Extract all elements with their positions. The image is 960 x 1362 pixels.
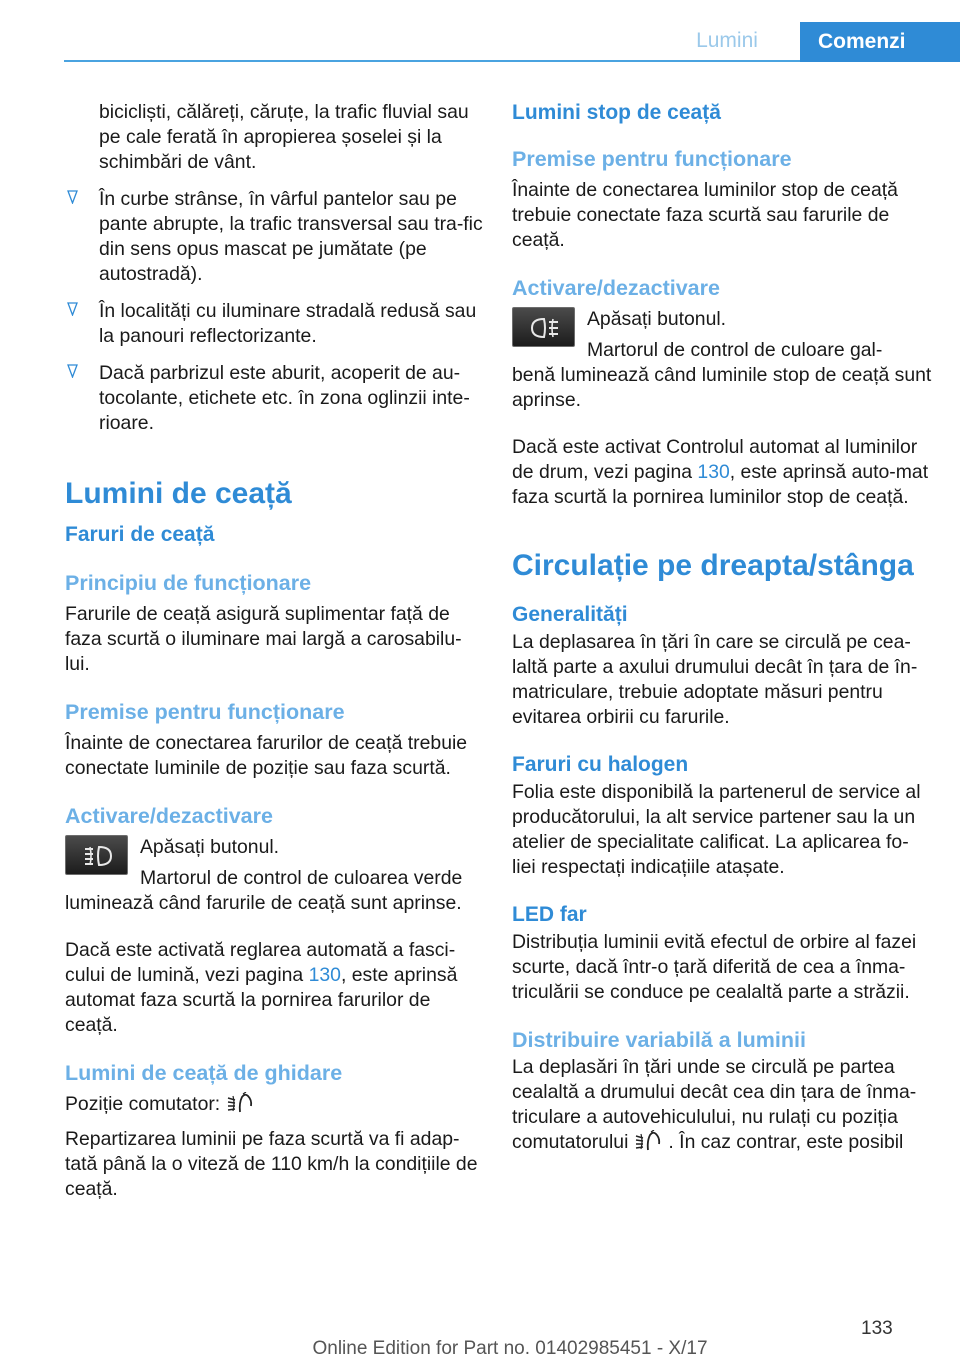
rear-fog-light-button [512,307,575,347]
auto-lights-text-part2: , este aprinsă auto‐mat faza scurtă la pornirea luminilor stop de ceață. [512,461,929,508]
auto-beam-text [65,938,483,1038]
indicator-text-line2: luminează când farurile de ceață sunt aprinse. [65,892,462,914]
distributie-text-part1: La deplasări în țări unde se circulă pe partea cealaltă a drumului decât cea din țara de înma‐triculare a autovehiculului, nu rulați cu poziția comutatorului [512,1056,917,1153]
bullet-text: Dacă parbrizul este aburit, acoperit de au‐tocolante, etichete etc. în zona oglinzii inte‐rioare. [99,362,470,434]
heading-ghidare: Lumini de ceață de ghidare [65,1061,343,1085]
heading-premise: Premise pentru funcționare [65,700,345,724]
heading-distributie: Distribuire variabilă a luminii [512,1028,806,1052]
switch-position-line [65,1092,483,1117]
subsection-title-generalitati: Generalități [512,603,628,626]
subsection-title-led: LED far [512,903,587,926]
heading-activare: Activare/dezactivare [65,804,273,828]
halogen-text: Folia este disponibilă la partenerul de service al producătorului, la alt service partener sau la un atelier de specialitate calificat. La aplicarea fo‐liei respectați indicațiile atașate. [512,781,921,878]
indicator-text-line1: Martorul de control de culoarea verde [140,867,463,889]
subsection-title-stop-ceata: Lumini stop de ceață [512,101,721,124]
rear-fog-light-icon [529,316,561,340]
auto-lights-text [512,435,932,510]
subsection-title-faruri-ceata: Faruri de ceață [65,523,215,546]
auto-lights-text-part1: Dacă este activat Controlul automat al luminilor de drum, vezi pagina [512,436,918,483]
tab-lumini[interactable]: Lumini [696,29,758,52]
button-instruction [65,835,483,891]
bullet-text: În localități cu iluminare stradală redusă sau la panouri reflectorizante. [99,300,477,347]
section-title-circulatie: Circulație pe dreapta/stânga [512,549,914,582]
distributie-text-part2: . În caz contrar, este posibil [668,1131,904,1153]
continued-bullet-text: bicicliști, călăreți, căruțe, la trafic fluvial sau pe cale ferată în apropierea șoselei și la schimbări de vânt. [99,101,469,173]
tab-comenzi[interactable]: Comenzi [800,22,960,62]
heading-activare-stop: Activare/dezactivare [512,276,720,300]
premise-stop-text: Înainte de conectarea luminilor stop de ceață trebuie conectate faza scurtă sau farurile de ceață. [512,179,898,251]
press-button-text: Apăsați butonul. [140,836,280,858]
left-column [65,100,483,1216]
premise-text: Înainte de conectarea farurilor de ceață trebuie conectate luminile de poziție sau faza scurtă. [65,732,468,779]
switch-position-label: Poziție comutator: [65,1093,221,1115]
page-link-130[interactable]: 130 [308,964,341,986]
list-item [65,187,483,287]
auto-beam-text-part2: , este aprinsă automat faza scurtă la pornirea farurilor de ceață. [65,964,458,1036]
triangle-bullet-icon [67,190,78,204]
front-fog-light-icon [82,844,114,868]
heading-principiu: Principiu de funcționare [65,571,312,595]
page-header [64,22,960,62]
page-number: 133 [861,1318,893,1339]
section-title-lumini-ceata: Lumini de ceață [65,477,292,510]
bullet-text: În curbe strânse, în vârful pantelor sau pe pante abrupte, la trafic transversal sau tra‐fic din sens opus mascat pe jumătate (pe autostradă). [99,188,483,285]
indicator-stop-line1: Martorul de control de culoare gal‐ [587,339,883,361]
button-instruction-stop [512,307,932,363]
principiu-text: Farurile de ceață asigură suplimentar față de faza scurtă o iluminare mai largă a carosabilu‐lui. [65,603,462,675]
fog-guide-light-icon [634,1130,662,1152]
indicator-stop-line2: benă luminează când luminile stop de ceață sunt aprinse. [512,364,932,411]
generalitati-text: La deplasarea în țări în care se circulă pe cea‐laltă parte a axului drumului decât în țara de în‐matriculare, trebuie adoptate măsuri pentru evitarea orbirii cu farurile. [512,631,918,728]
auto-beam-text-part1: Dacă este activată reglarea automată a fasci‐cului de lumină, vezi pagina [65,939,456,986]
distributie-text [512,1055,932,1155]
right-column [512,100,932,1169]
heading-premise-stop: Premise pentru funcționare [512,147,792,171]
edition-footer: Online Edition for Part no. 01402985451 - X/17 [312,1338,708,1359]
triangle-bullet-icon [67,302,78,316]
subsection-title-halogen: Faruri cu halogen [512,753,689,776]
page-link-130[interactable]: 130 [697,461,730,483]
list-item [65,299,483,349]
triangle-bullet-icon [67,364,78,378]
press-button-text-stop: Apăsați butonul. [587,308,727,330]
front-fog-light-button [65,835,128,875]
repartizare-text: Repartizarea luminii pe faza scurtă va fi adap‐tată până la o viteză de 110 km/h la condițiile de ceață. [65,1128,478,1200]
led-text: Distribuția luminii evită efectul de orbire al fazei scurte, dacă într-o țară diferită de cea a înma‐triculării se conduce pe cealaltă parte a străzii. [512,931,917,1003]
list-item [65,361,483,436]
fog-guide-light-icon [226,1092,254,1114]
